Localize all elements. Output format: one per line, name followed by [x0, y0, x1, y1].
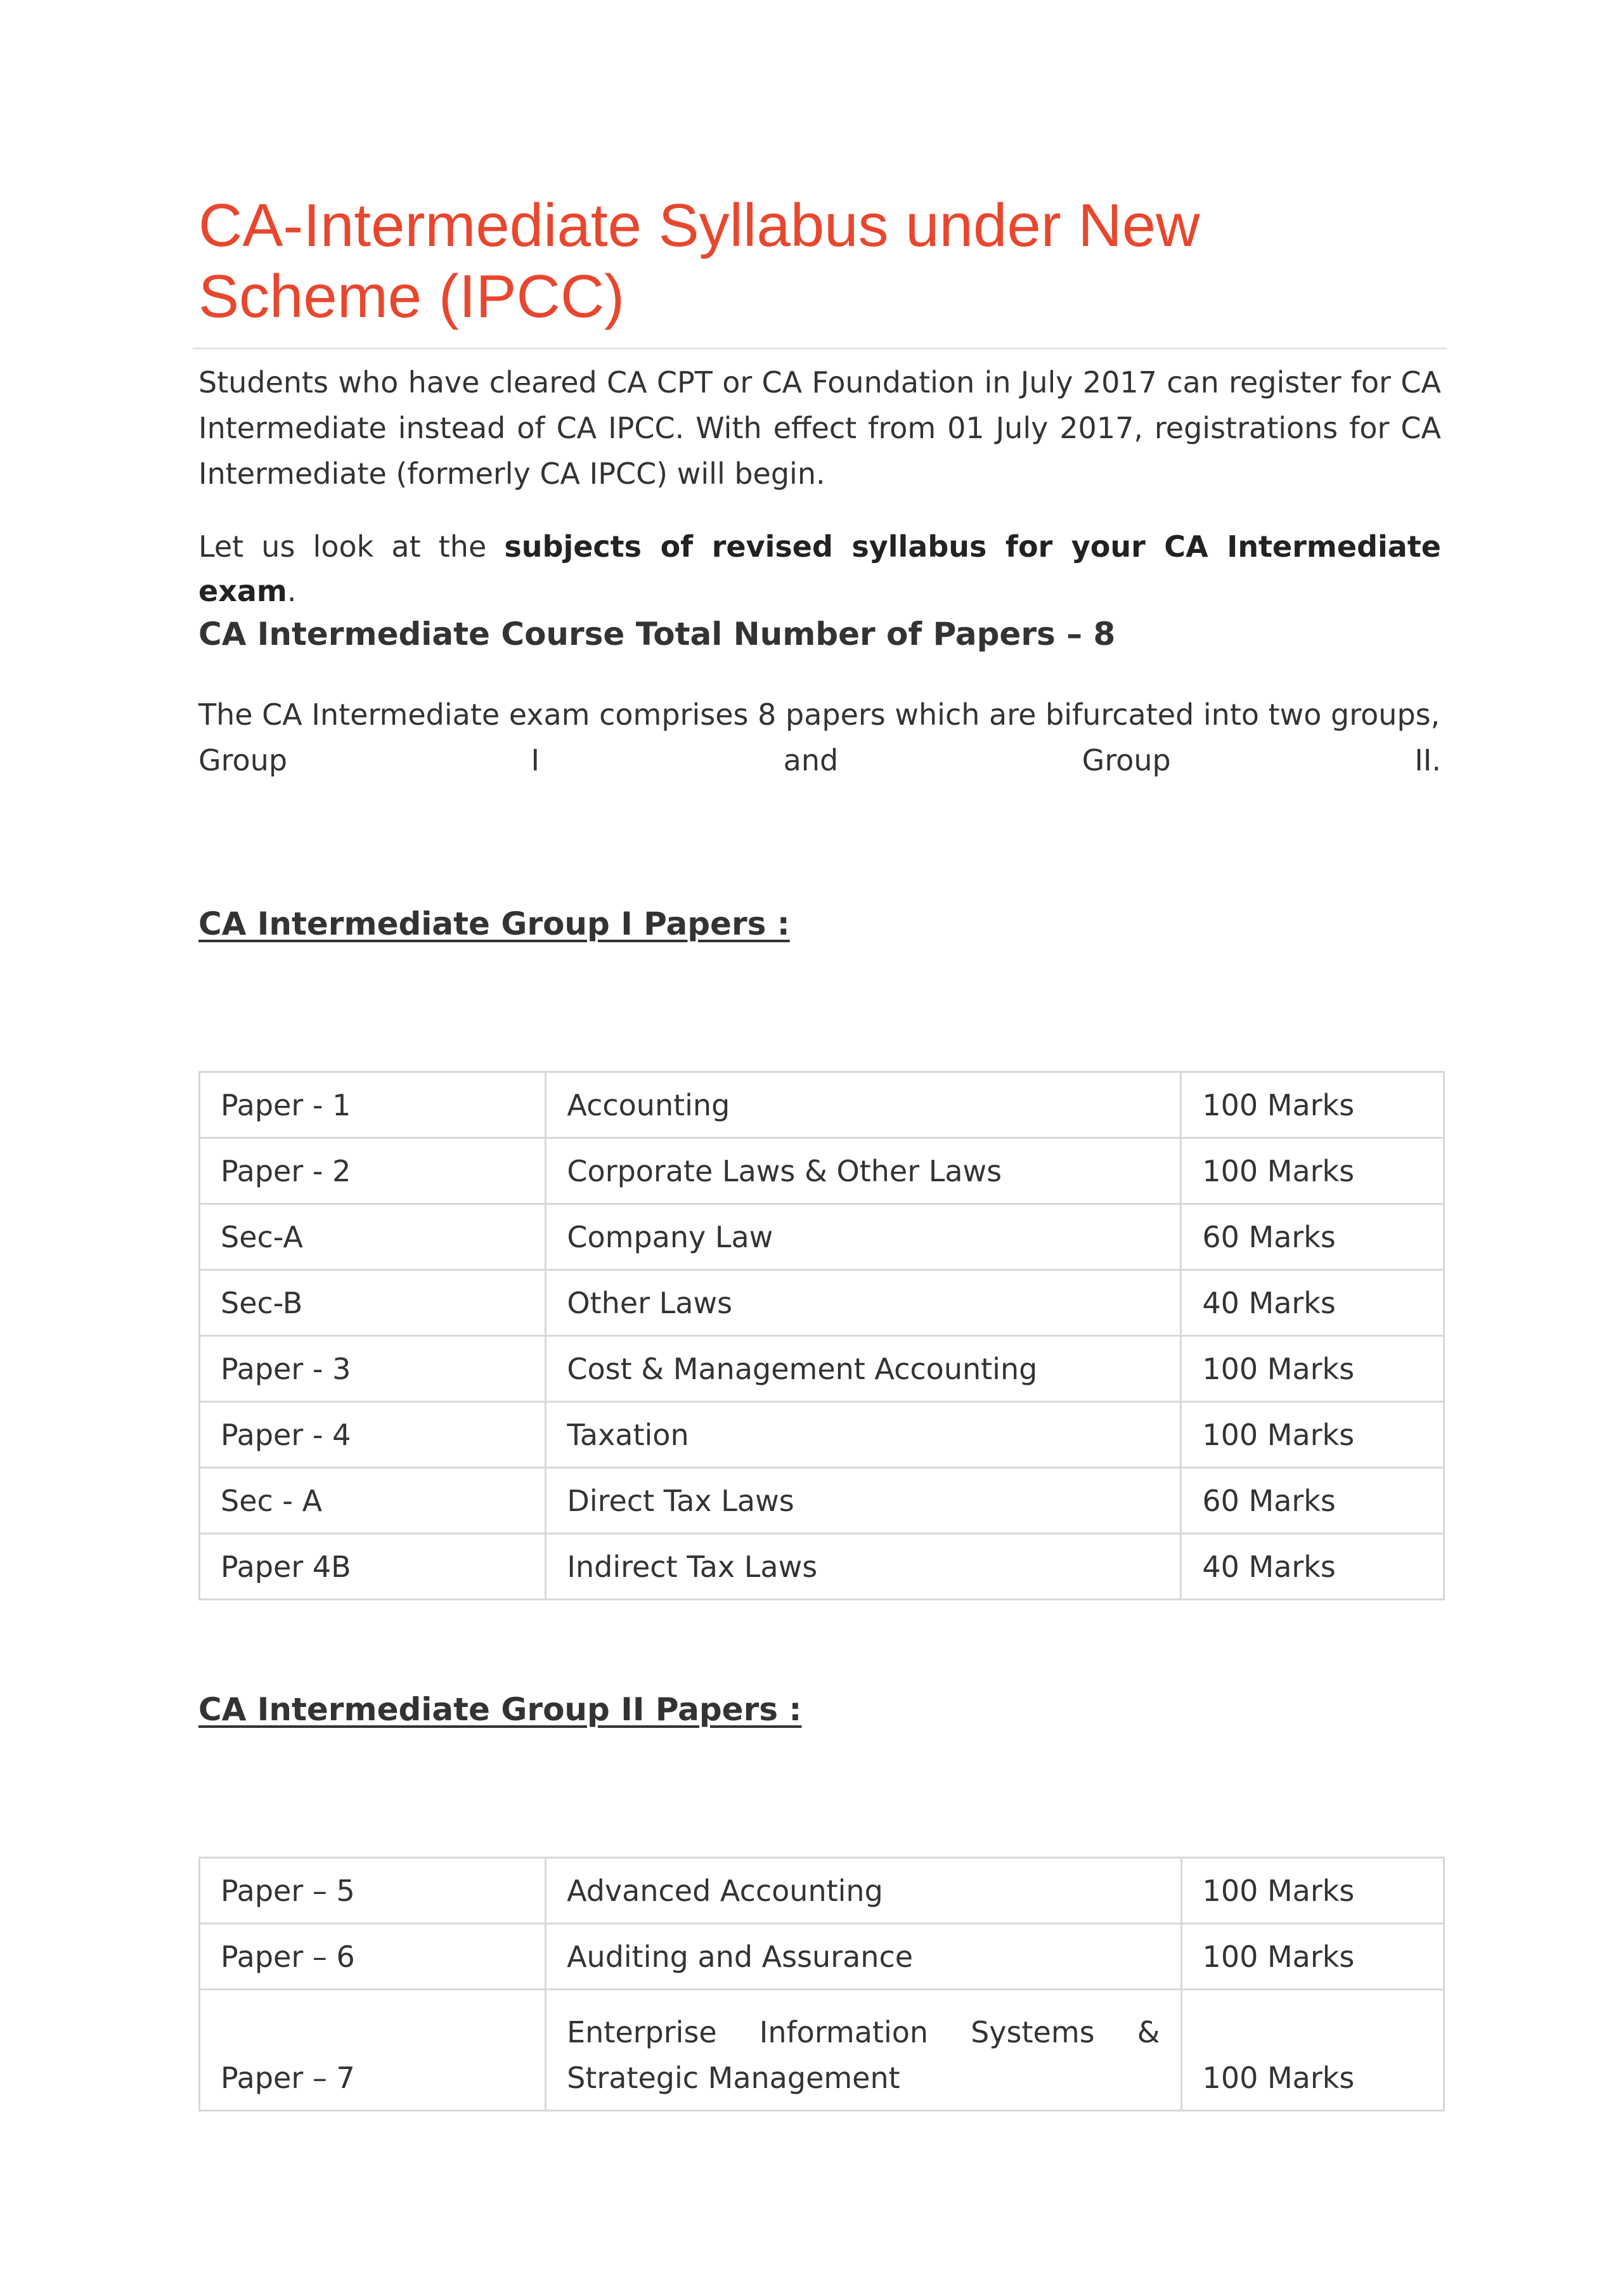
intro-paragraph: Students who have cleared CA CPT or CA Foundation in July 2017 can register for CA Intermediate instead of CA IPCC. With effect from 01 July 2017, registrations for CA Intermediate (formerly CA IPCC) will begin.: [198, 365, 1441, 491]
marks-cell: 100 Marks: [1181, 1072, 1444, 1138]
subject-cell: Other Laws: [546, 1270, 1181, 1336]
marks-cell: 100 Marks: [1181, 1138, 1444, 1204]
marks-cell: 40 Marks: [1181, 1270, 1444, 1336]
table-row: [200, 1468, 1444, 1534]
word: Group: [198, 743, 288, 777]
paper-cell: Sec-B: [200, 1270, 546, 1336]
paper-cell: Sec-A: [200, 1204, 546, 1270]
total-papers-heading: CA Intermediate Course Total Number of Papers – 8: [198, 616, 1116, 652]
groups-paragraph-last-line: [198, 737, 1441, 783]
marks-cell: 100 Marks: [1181, 1924, 1444, 1990]
word: Enterprise: [567, 2015, 717, 2049]
subject-line-1: [567, 2009, 1160, 2055]
word: &: [1137, 2015, 1160, 2049]
document-page: [197, 190, 1439, 2111]
paper-cell: Paper – 5: [200, 1858, 546, 1924]
table-row: [200, 1402, 1444, 1468]
table-row: [200, 1270, 1444, 1336]
marks-cell: 100 Marks: [1181, 1402, 1444, 1468]
group2-heading: CA Intermediate Group II Papers :: [198, 1691, 802, 1728]
marks-cell: 100 Marks: [1181, 1858, 1444, 1924]
subject-cell: [546, 1990, 1181, 2111]
paper-cell: Paper – 7: [200, 1990, 546, 2111]
word: Information: [759, 2015, 929, 2049]
lead-text-suffix: .: [287, 574, 297, 608]
marks-cell: 40 Marks: [1181, 1534, 1444, 1600]
subject-cell: Advanced Accounting: [546, 1858, 1181, 1924]
title-divider: [193, 347, 1447, 349]
table-row: [200, 1336, 1444, 1402]
group2-papers-table: [198, 1857, 1445, 2111]
table-row: [200, 1138, 1444, 1204]
subject-line-2: Strategic Management: [567, 2061, 900, 2095]
subject-cell: Corporate Laws & Other Laws: [546, 1138, 1181, 1204]
group1-papers-table: [198, 1071, 1445, 1600]
table-row: [200, 1534, 1444, 1600]
lead-text-prefix: Let us look at the: [198, 529, 505, 564]
subject-cell: Company Law: [546, 1204, 1181, 1270]
table-row: [200, 1924, 1444, 1990]
subject-cell: Accounting: [546, 1072, 1181, 1138]
subject-cell: Indirect Tax Laws: [546, 1534, 1181, 1600]
word: I: [531, 743, 540, 777]
paper-cell: Paper - 1: [200, 1072, 546, 1138]
word: II.: [1414, 743, 1441, 777]
paper-cell: Paper – 6: [200, 1924, 546, 1990]
marks-cell: 60 Marks: [1181, 1204, 1444, 1270]
paper-cell: Paper 4B: [200, 1534, 546, 1600]
marks-cell: 100 Marks: [1181, 1990, 1444, 2111]
table-row: [200, 1990, 1444, 2111]
paper-cell: Sec - A: [200, 1468, 546, 1534]
subject-cell: Taxation: [546, 1402, 1181, 1468]
word: and: [783, 743, 839, 777]
subject-cell: Auditing and Assurance: [546, 1924, 1181, 1990]
marks-cell: 60 Marks: [1181, 1468, 1444, 1534]
table-row: [200, 1204, 1444, 1270]
table-row: [200, 1858, 1444, 1924]
syllabus-lead-paragraph: [198, 524, 1441, 613]
groups-paragraph: The CA Intermediate exam comprises 8 papers which are bifurcated into two groups,: [198, 697, 1440, 732]
page-title: CA-Intermediate Syllabus under New Scheme (IPCC): [198, 191, 1200, 330]
word: Group: [1082, 743, 1171, 777]
word: Systems: [971, 2015, 1095, 2049]
paper-cell: Paper - 2: [200, 1138, 546, 1204]
subject-cell: Direct Tax Laws: [546, 1468, 1181, 1534]
lead-text-bold: subjects of revised syllabus for your CA Intermediate exam: [198, 529, 1441, 608]
subject-cell: Cost & Management Accounting: [546, 1336, 1181, 1402]
group1-heading: CA Intermediate Group I Papers :: [198, 905, 790, 942]
paper-cell: Paper - 4: [200, 1402, 546, 1468]
paper-cell: Paper - 3: [200, 1336, 546, 1402]
table-row: [200, 1072, 1444, 1138]
marks-cell: 100 Marks: [1181, 1336, 1444, 1402]
